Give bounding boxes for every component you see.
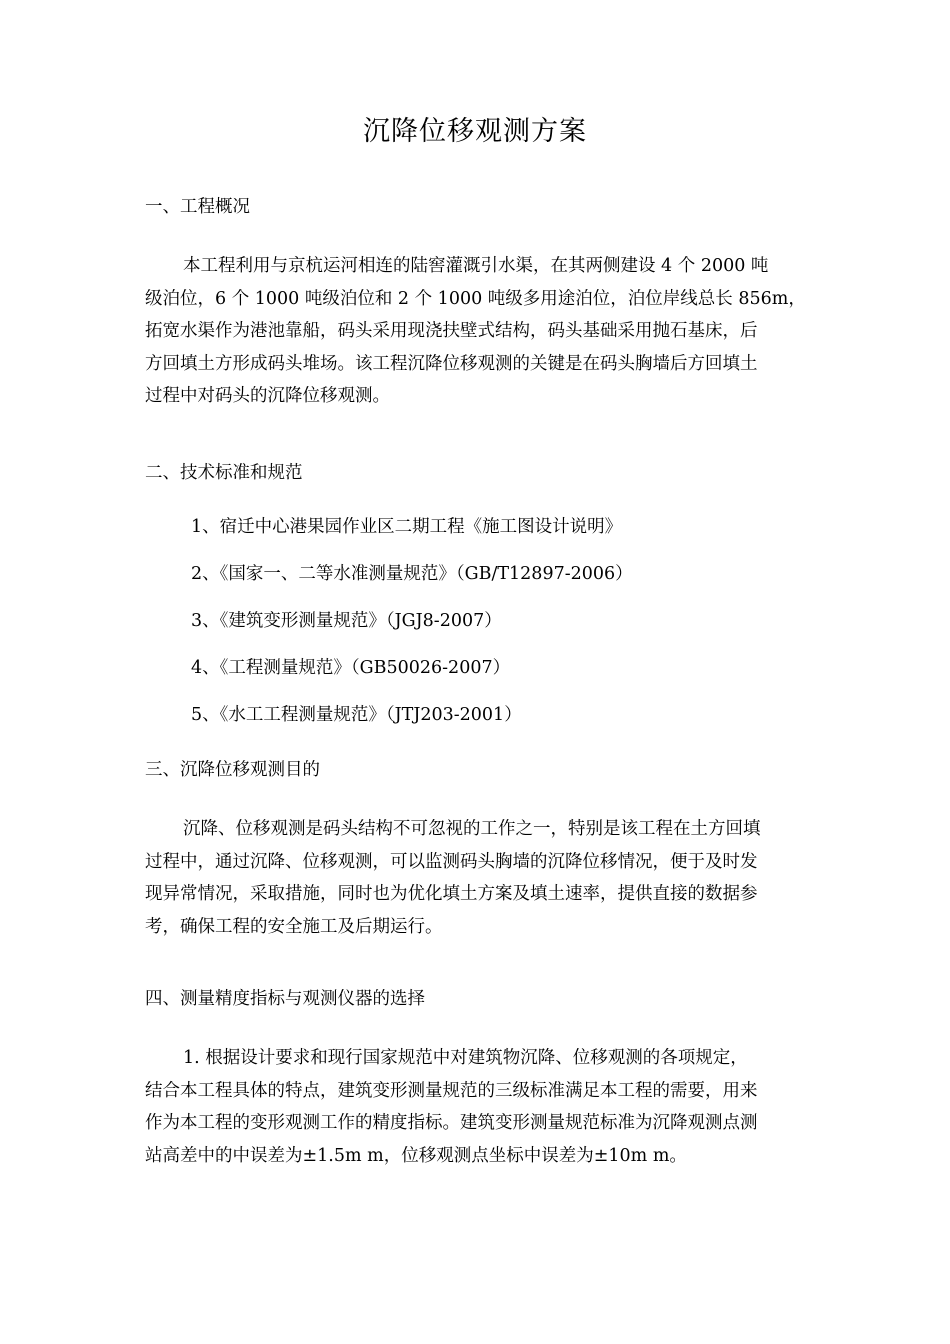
- paragraph-line: 拓宽水渠作为港池靠船，码头采用现浇扶壁式结构，码头基础采用抛石基床，后: [145, 321, 758, 341]
- paragraph-line: 过程中，通过沉降、位移观测，可以监测码头胸墙的沉降位移情况，便于及时发: [145, 851, 758, 872]
- list-item: 3、《建筑变形测量规范》（JGJ8-2007）: [191, 611, 502, 631]
- paragraph-line: 本工程利用与京杭运河相连的陆窖灌溉引水渠，在其两侧建设 4 个 2000 吨: [183, 256, 769, 276]
- section-heading-purpose: 三、沉降位移观测目的: [145, 760, 320, 780]
- section-paragraph-overview: [145, 250, 807, 413]
- paragraph-line: 考，确保工程的安全施工及后期运行。: [145, 916, 443, 937]
- section-paragraph-precision: [145, 1042, 807, 1172]
- paragraph-line: 结合本工程具体的特点，建筑变形测量规范的三级标准满足本工程的需要，用来: [145, 1080, 758, 1101]
- list-item: 5、《水工工程测量规范》（JTJ203-2001）: [191, 705, 522, 725]
- paragraph-line: 方回填土方形成码头堆场。该工程沉降位移观测的关键是在码头胸墙后方回填土: [145, 353, 758, 374]
- section-paragraph-purpose: [145, 813, 807, 943]
- document-title: 沉降位移观测方案: [363, 116, 587, 147]
- paragraph-line: 1. 根据设计要求和现行国家规范中对建筑物沉降、位移观测的各项规定，: [183, 1048, 748, 1068]
- paragraph-line: 沉降、位移观测是码头结构不可忽视的工作之一，特别是该工程在土方回填: [183, 819, 761, 839]
- section-heading-standards: 二、技术标准和规范: [145, 463, 303, 483]
- paragraph-line: 作为本工程的变形观测工作的精度指标。建筑变形测量规范标准为沉降观测点测: [145, 1113, 758, 1133]
- list-item: 2、《国家一、二等水准测量规范》（GB/T12897-2006）: [191, 564, 633, 584]
- paragraph-line: 现异常情况，采取措施，同时也为优化填土方案及填土速率，提供直接的数据参: [145, 884, 758, 904]
- paragraph-line: 站高差中的中误差为±1.5m m，位移观测点坐标中误差为±10m m。: [145, 1145, 687, 1166]
- paragraph-line: 级泊位，6 个 1000 吨级泊位和 2 个 1000 吨级多用途泊位，泊位岸线总长 856m，: [145, 288, 806, 309]
- paragraph-line: 过程中对码头的沉降位移观测。: [145, 386, 390, 406]
- section-heading-precision: 四、测量精度指标与观测仪器的选择: [145, 989, 425, 1009]
- list-item: 4、《工程测量规范》（GB50026-2007）: [191, 658, 511, 678]
- list-item: 1、宿迁中心港果园作业区二期工程《施工图设计说明》: [191, 517, 623, 537]
- section-heading-overview: 一、工程概况: [145, 197, 250, 217]
